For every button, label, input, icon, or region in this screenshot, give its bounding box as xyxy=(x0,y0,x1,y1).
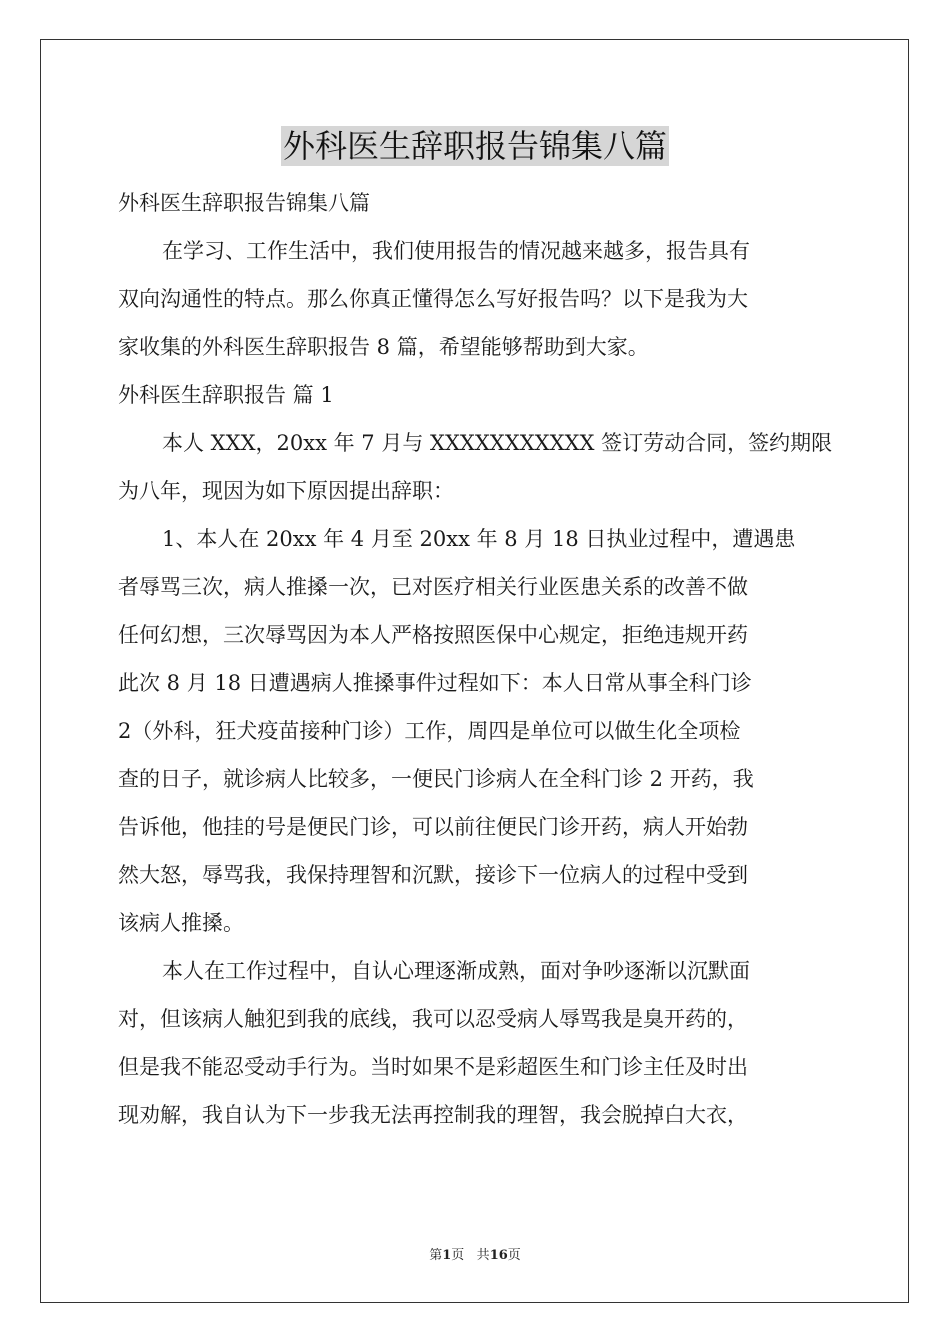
text-line: 2（外科，狂犬疫苗接种门诊）工作，周四是单位可以做生化全项检 xyxy=(118,719,741,743)
text-line: 但是我不能忍受动手行为。当时如果不是彩超医生和门诊主任及时出 xyxy=(118,1055,748,1079)
intro-paragraph xyxy=(118,227,840,371)
text-line: 者辱骂三次，病人推搡一次，已对医疗相关行业医患关系的改善不做 xyxy=(118,575,748,599)
page-footer xyxy=(0,1247,950,1265)
footer-prefix: 第 xyxy=(429,1248,443,1263)
document-title: 外科医生辞职报告锦集八篇 xyxy=(282,127,667,165)
text-line: 本人 XXX，20xx 年 7 月与 XXXXXXXXXXX 签订劳动合同，签约期限 xyxy=(162,431,833,455)
document-body xyxy=(118,179,840,1139)
document-subtitle: 外科医生辞职报告锦集八篇 xyxy=(118,191,370,215)
paragraph-2 xyxy=(118,515,840,947)
text-line: 双向沟通性的特点。那么你真正懂得怎么写好报告吗？以下是我为大 xyxy=(118,287,748,311)
text-line: 然大怒，辱骂我，我保持理智和沉默，接诊下一位病人的过程中受到 xyxy=(118,863,748,887)
text-line: 任何幻想，三次辱骂因为本人严格按照医保中心规定，拒绝违规开药 xyxy=(118,623,748,647)
section-heading: 外科医生辞职报告 篇 1 xyxy=(118,383,334,407)
paragraph-1 xyxy=(118,419,840,515)
text-line: 在学习、工作生活中，我们使用报告的情况越来越多，报告具有 xyxy=(162,239,750,263)
text-line: 查的日子，就诊病人比较多，一便民门诊病人在全科门诊 2 开药，我 xyxy=(118,767,754,791)
text-line: 现劝解，我自认为下一步我无法再控制我的理智，我会脱掉白大衣， xyxy=(118,1103,748,1127)
text-line: 1、本人在 20xx 年 4 月至 20xx 年 8 月 18 日执业过程中，遭遇患 xyxy=(162,527,796,551)
text-line: 家收集的外科医生辞职报告 8 篇，希望能够帮助到大家。 xyxy=(118,335,649,359)
title-block xyxy=(0,126,950,166)
footer-total-suffix: 页 xyxy=(507,1248,521,1263)
text-line: 本人在工作过程中，自认心理逐渐成熟，面对争吵逐渐以沉默面 xyxy=(162,959,750,983)
footer-total-pages: 16 xyxy=(489,1248,508,1263)
text-line: 对，但该病人触犯到我的底线，我可以忍受病人辱骂我是臭开药的， xyxy=(118,1007,748,1031)
text-line: 为八年，现因为如下原因提出辞职： xyxy=(118,479,454,503)
footer-page-number: 1 xyxy=(442,1248,452,1263)
text-line: 告诉他，他挂的号是便民门诊，可以前往便民门诊开药，病人开始勃 xyxy=(118,815,748,839)
footer-page-suffix: 页 xyxy=(451,1248,465,1263)
footer-total-prefix: 共 xyxy=(476,1248,490,1263)
text-line: 此次 8 月 18 日遭遇病人推搡事件过程如下：本人日常从事全科门诊 xyxy=(118,671,752,695)
text-line: 该病人推搡。 xyxy=(118,911,244,935)
paragraph-3 xyxy=(118,947,840,1139)
